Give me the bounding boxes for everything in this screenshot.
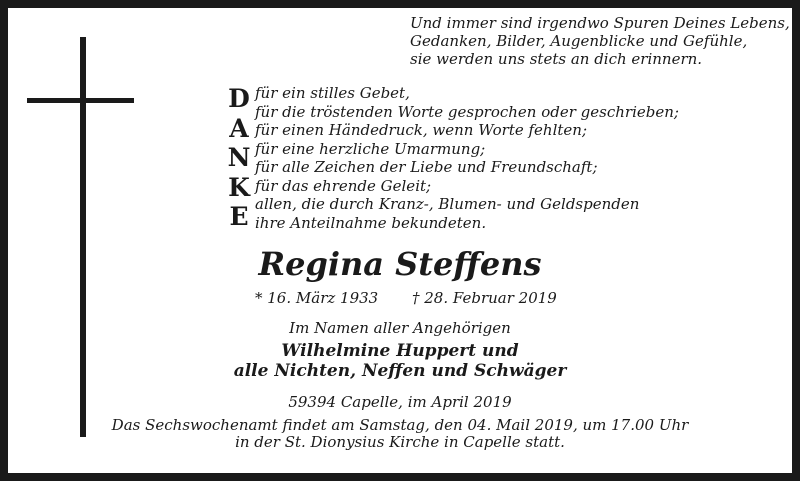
thanks-line: für einen Händedruck, wenn Worte fehlten;: [255, 121, 587, 139]
danke-letters: [222, 84, 256, 232]
service-line: Das Sechswochenamt findet am Samstag, den 04. Mail 2019, um 17.00 Uhr: [111, 416, 689, 434]
poem: [410, 14, 790, 68]
thanks-line: für alle Zeichen der Liebe und Freundschaft;: [255, 158, 598, 176]
family-line-2: alle Nichten, Neffen und Schwäger: [233, 361, 567, 381]
thanks-list: [255, 84, 679, 232]
poem-line: Gedanken, Bilder, Augenblicke und Gefühle,: [410, 32, 748, 50]
service-line: in der St. Dionysius Kirche in Capelle statt.: [235, 433, 565, 451]
danke-letter: D: [228, 84, 250, 113]
thanks-line: ihre Anteilnahme bekundeten.: [255, 213, 487, 232]
thanks-line: für die tröstenden Worte gesprochen oder geschrieben;: [255, 102, 679, 121]
cross-horizontal-bar: [27, 98, 134, 103]
thanks-line: für eine herzliche Umarmung;: [255, 139, 486, 158]
danke-letter: E: [229, 202, 249, 231]
poem-line: sie werden uns stets an dich erinnern.: [410, 50, 703, 68]
family-intro: Im Namen aller Angehörigen: [289, 319, 511, 337]
family-line-1: Wilhelmine Huppert und: [281, 341, 519, 361]
thanks-line: allen, die durch Kranz-, Blumen- und Geldspenden: [255, 195, 640, 213]
deceased-name: Regina Steffens: [258, 245, 542, 283]
poem-line: Und immer sind irgendwo Spuren Deines Lebens,: [410, 14, 790, 32]
danke-letter: K: [228, 172, 250, 202]
thanks-line: für ein stilles Gebet,: [255, 84, 410, 102]
death-date: † 28. Februar 2019: [412, 289, 557, 307]
danke-letter: A: [229, 113, 249, 143]
place-date: 59394 Capelle, im April 2019: [288, 393, 512, 411]
thanks-line: für das ehrende Geleit;: [255, 176, 432, 195]
danke-letter: N: [227, 143, 251, 172]
birth-date: * 16. März 1933: [255, 289, 379, 307]
